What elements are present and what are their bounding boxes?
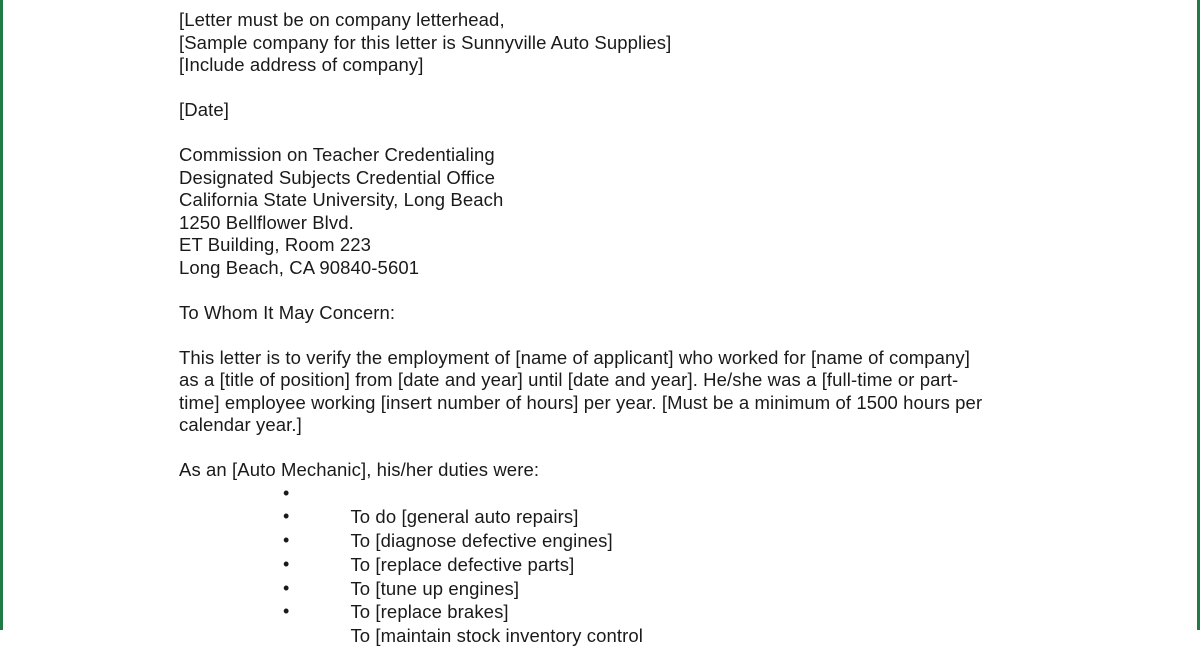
duty-text: To [replace defective parts] [350,553,575,575]
duty-text: To [replace brakes] [350,601,509,623]
list-item [179,529,1139,575]
address-line: Commission on Teacher Credentialing [179,144,495,165]
duty-text: To [tune up engines] [350,577,520,599]
list-item [179,482,1139,528]
body-line: as a [title of position] from [date and year] until [date and year]. He/she was a [full-time or part- [179,369,959,390]
duty-text: To do [general auto repairs] [350,506,579,528]
spacer [179,279,1139,302]
bullet-icon: • [283,577,290,598]
body-paragraph [179,347,1139,437]
duties-intro: As an [Auto Mechanic], his/her duties were: [179,459,540,480]
spacer [179,324,1139,347]
address-line: California State University, Long Beach [179,189,504,210]
salutation: To Whom It May Concern: [179,301,396,323]
letterhead-line: [Include address of company] [179,54,424,75]
body-line: This letter is to verify the employment of [name of applicant] who worked for [name of company] [179,346,970,368]
bullet-icon: • [283,506,290,527]
spacer [179,437,1139,460]
duty-text: To [diagnose defective engines] [350,530,613,552]
page-border-left [0,0,3,630]
spacer [179,122,1139,145]
bullet-icon: • [283,530,290,551]
letter-document [179,9,1139,647]
address-line: 1250 Bellflower Blvd. [179,211,354,233]
letterhead-line: [Sample company for this letter is Sunnyville Auto Supplies] [179,31,672,53]
spacer [179,77,1139,100]
bullet-icon: • [283,601,290,622]
duty-text: To [maintain stock inventory control [350,625,643,647]
address-line: ET Building, Room 223 [179,234,372,255]
body-line: time] employee working [insert number of hours] per year. [Must be a minimum of 1500 hours per [179,391,983,413]
bullet-icon: • [283,553,290,574]
letter-date: [Date] [179,99,229,120]
list-item [179,577,1139,623]
list-item [179,505,1139,552]
duties-list [179,482,1139,647]
list-item [179,553,1139,599]
list-item [179,600,1139,647]
recipient-address [179,144,1139,279]
address-line: Designated Subjects Credential Office [179,166,495,188]
letterhead-line: [Letter must be on company letterhead, [179,9,505,30]
bullet-icon: • [283,482,290,503]
address-line: Long Beach, CA 90840-5601 [179,256,420,278]
body-line: calendar year.] [179,414,302,435]
letterhead-instructions [179,9,1139,77]
